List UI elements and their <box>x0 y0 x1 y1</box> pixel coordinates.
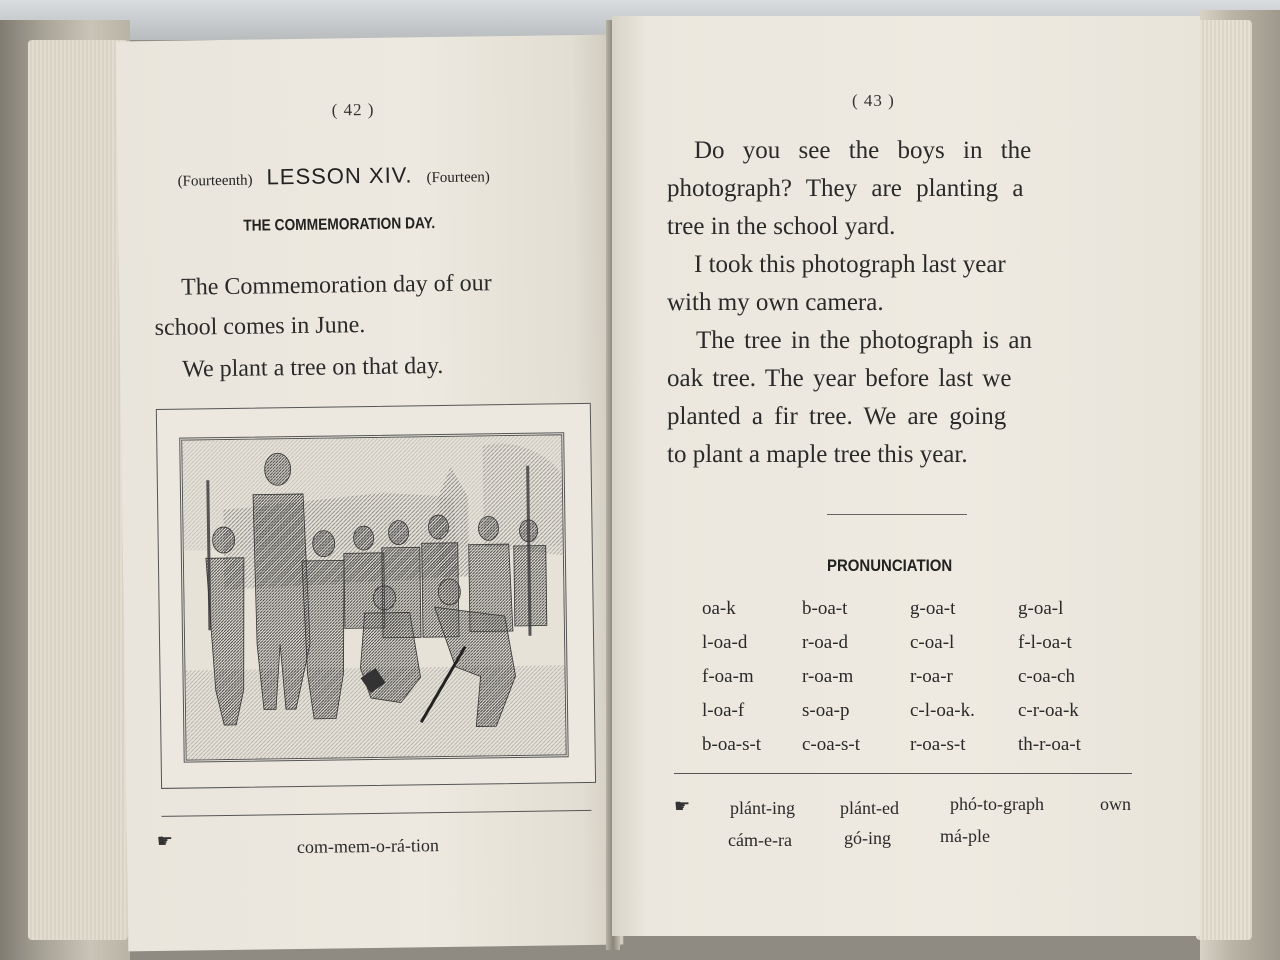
footer-rule <box>674 773 1132 774</box>
section-divider <box>827 514 967 515</box>
illustration-tree-planting <box>156 403 596 789</box>
paragraph-line: with my own camera. <box>667 289 884 316</box>
paragraph-line: to plant a maple tree this year. <box>667 441 968 468</box>
pron-cell: c-oa-l <box>910 632 955 653</box>
left-page <box>116 35 624 952</box>
pron-cell: g-oa-l <box>1018 598 1064 619</box>
pron-cell: c-r-oa-k <box>1018 700 1079 721</box>
pron-cell: th-r-oa-t <box>1018 734 1081 755</box>
paragraph-line: Do you see the boys in the <box>694 137 1032 164</box>
paragraph-line: school comes in June. <box>154 312 366 341</box>
vocab-word: plánt-ing <box>730 798 795 818</box>
pron-cell: r-oa-r <box>910 666 953 687</box>
vocab-word: má-ple <box>940 826 990 846</box>
pron-cell: l-oa-f <box>702 700 745 721</box>
vocab-word: own <box>1100 794 1131 814</box>
pron-cell: c-oa-s-t <box>802 734 861 755</box>
engraving-image <box>182 435 565 759</box>
paragraph-line: The Commemoration day of our <box>180 270 492 301</box>
pron-cell: c-oa-ch <box>1018 666 1075 687</box>
pointing-hand-icon: ☛ <box>674 796 691 816</box>
illustration-frame <box>179 432 569 762</box>
vocab-word: com-mem-o-rá-tion <box>296 835 440 858</box>
pron-cell: f-l-oa-t <box>1018 632 1072 653</box>
footer-rule <box>161 810 591 817</box>
page-number-43: ( 43 ) <box>852 91 895 110</box>
vocab-word: gó-ing <box>844 828 891 848</box>
pron-cell: s-oa-p <box>802 700 850 721</box>
lesson-subtitle: THE COMMEMORATION DAY. <box>243 215 436 235</box>
lesson-heading <box>177 160 577 192</box>
pron-cell: oa-k <box>702 598 736 619</box>
page-number-42: ( 42 ) <box>331 99 375 120</box>
pron-cell: r-oa-m <box>802 666 854 687</box>
paragraph-line: tree in the school yard. <box>667 213 896 240</box>
lesson-prefix: (Fourteenth) <box>177 172 253 190</box>
vocab-word: plánt-ed <box>840 798 899 818</box>
pron-cell: f-oa-m <box>702 666 754 687</box>
paragraph-line: planted a fir tree. We are going <box>667 403 1007 430</box>
vocab-word: phó-to-graph <box>950 794 1044 814</box>
pronunciation-table <box>702 596 1132 758</box>
pron-cell: b-oa-t <box>802 598 848 619</box>
page-edges-right <box>1196 20 1252 940</box>
paragraph-line: photograph? They are planting a <box>667 175 1024 202</box>
vocab-word: cám-e-ra <box>728 830 792 850</box>
page-edges-left <box>28 40 128 940</box>
paragraph-line: oak tree. The year before last we <box>667 365 1012 392</box>
right-page <box>612 16 1200 936</box>
lesson-title: LESSON XIV. <box>266 162 413 190</box>
lesson-suffix: (Fourteen) <box>426 169 490 187</box>
paragraph-line: The tree in the photograph is an <box>696 327 1032 354</box>
pron-cell: g-oa-t <box>910 598 956 619</box>
pron-cell: b-oa-s-t <box>702 734 762 755</box>
paragraph-line: We plant a tree on that day. <box>182 352 444 383</box>
paragraph-line: I took this photograph last year <box>694 251 1006 278</box>
pointing-hand-icon: ☛ <box>156 830 174 852</box>
pronunciation-title: PRONUNCIATION <box>827 556 953 575</box>
pron-cell: r-oa-d <box>802 632 849 653</box>
pron-cell: l-oa-d <box>702 632 748 653</box>
pron-cell: r-oa-s-t <box>910 734 966 755</box>
pron-cell: c-l-oa-k. <box>910 700 975 721</box>
